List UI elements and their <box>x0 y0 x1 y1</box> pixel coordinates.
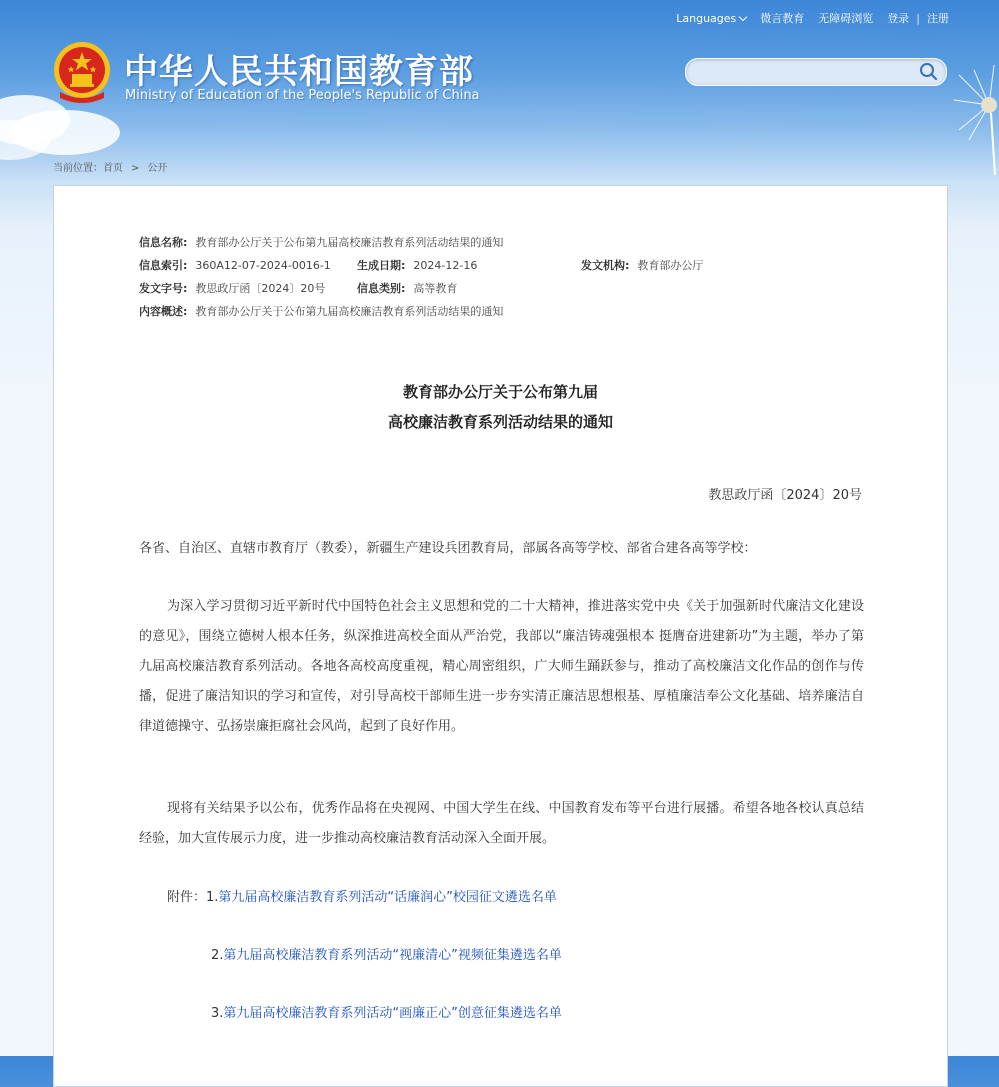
chevron-down-icon <box>739 12 747 20</box>
attachment-3 <box>211 1002 562 1021</box>
info-date-row <box>357 257 477 273</box>
attachments-label: 附件： <box>167 890 207 905</box>
attachment-1 <box>167 886 557 905</box>
attachment-3-number: 3. <box>211 1006 224 1021</box>
info-summary-row <box>139 303 503 319</box>
paragraph-2: 现将有关结果予以公布，优秀作品将在央视网、中国大学生在线、中国教育发布等平台进行展播。希望各地各校认真总结经验，加大宣传展示力度，进一步推动高校廉洁教育活动深入全面开展。 <box>139 801 864 846</box>
dandelion-decoration-icon <box>929 55 999 175</box>
paragraph-1: 为深入学习贯彻习近平新时代中国特色社会主义思想和党的二十大精神，推进落实党中央《关于加强新时代廉洁文化建设的意见》，围绕立德树人根本任务，纵深推进高校全面从严治党，我部以“廉洁铸魂强根本 挺膺奋进建新功”为主题，举办了第九届高校廉洁教育系列活动。各地各高校高度重视，精心周密组织，广大师生踊跃参与，推动了高校廉洁文化作品的创作与传播，促进了廉洁知识的学习和宣传，对引导高校干部师生进一步夯实清正廉洁思想根基、厚植廉洁奉公文化基础、培养廉洁自律道德操守、弘扬崇廉拒腐社会风尚，起到了良好作用。 <box>139 599 864 734</box>
info-name-value: 教育部办公厅关于公布第九届高校廉洁教育系列活动结果的通知 <box>195 236 504 249</box>
breadcrumb-prefix: 当前位置： <box>53 163 103 174</box>
info-summary-value: 教育部办公厅关于公布第九届高校廉洁教育系列活动结果的通知 <box>195 305 504 318</box>
info-category-row <box>357 280 457 296</box>
document-number: 教思政厅函〔2024〕20号 <box>708 488 862 503</box>
info-category-value: 高等教育 <box>413 282 458 295</box>
breadcrumb-home[interactable]: 首页 <box>103 163 123 174</box>
info-category-label: 信息类别: <box>357 282 406 295</box>
languages-link[interactable] <box>676 12 746 25</box>
info-agency-value: 教育部办公厅 <box>637 259 704 272</box>
languages-label: Languages <box>676 11 737 25</box>
document-title-line1: 教育部办公厅关于公布第九届 <box>402 383 598 401</box>
attachment-2 <box>211 944 562 963</box>
search-input[interactable] <box>698 62 912 82</box>
attachment-1-number: 1. <box>206 890 219 905</box>
info-docno-value: 教思政厅函〔2024〕20号 <box>195 282 326 295</box>
accessible-link[interactable]: 无障碍浏览 <box>818 12 874 25</box>
weibo-link[interactable]: 微言教育 <box>760 12 805 25</box>
attachment-2-number: 2. <box>211 948 224 963</box>
content-panel <box>53 185 948 1087</box>
info-date-value: 2024-12-16 <box>413 259 478 272</box>
info-index-label: 信息索引: <box>139 259 188 272</box>
info-date-label: 生成日期: <box>357 259 406 272</box>
attachment-1-link[interactable]: 第九届高校廉洁教育系列活动“话廉润心”校园征文遴选名单 <box>218 890 557 905</box>
document-title-line2: 高校廉洁教育系列活动结果的通知 <box>387 413 613 431</box>
info-index-value: 360A12-07-2024-0016-1 <box>195 259 331 272</box>
info-summary-label: 内容概述: <box>139 305 188 318</box>
breadcrumb <box>53 159 167 174</box>
search-box <box>685 58 947 86</box>
register-link[interactable]: 注册 <box>927 12 949 25</box>
info-docno-label: 发文字号: <box>139 282 188 295</box>
info-agency-label: 发文机构: <box>581 259 630 272</box>
site-title: 中华人民共和国教育部 <box>124 52 474 92</box>
attachment-2-link[interactable]: 第九届高校廉洁教育系列活动“视廉清心”视频征集遴选名单 <box>223 948 562 963</box>
info-docno-row <box>139 280 325 296</box>
info-name-row <box>139 234 503 250</box>
info-index-row <box>139 257 331 273</box>
breadcrumb-current[interactable]: 公开 <box>147 163 168 174</box>
breadcrumb-arrow-icon: > <box>131 163 140 174</box>
login-link[interactable]: 登录 <box>887 12 910 25</box>
top-links <box>676 10 949 26</box>
national-emblem-icon <box>52 40 112 106</box>
info-agency-row <box>581 257 703 273</box>
salutation: 各省、自治区、直辖市教育厅（教委），新疆生产建设兵团教育局，部属各高等学校、部省合建各高等学校： <box>139 541 757 556</box>
site-subtitle: Ministry of Education of the People's Republic of China <box>125 88 480 103</box>
attachment-3-link[interactable]: 第九届高校廉洁教育系列活动“画廉正心”创意征集遴选名单 <box>223 1006 562 1021</box>
info-name-label: 信息名称: <box>139 236 188 249</box>
link-separator: | <box>916 11 920 25</box>
